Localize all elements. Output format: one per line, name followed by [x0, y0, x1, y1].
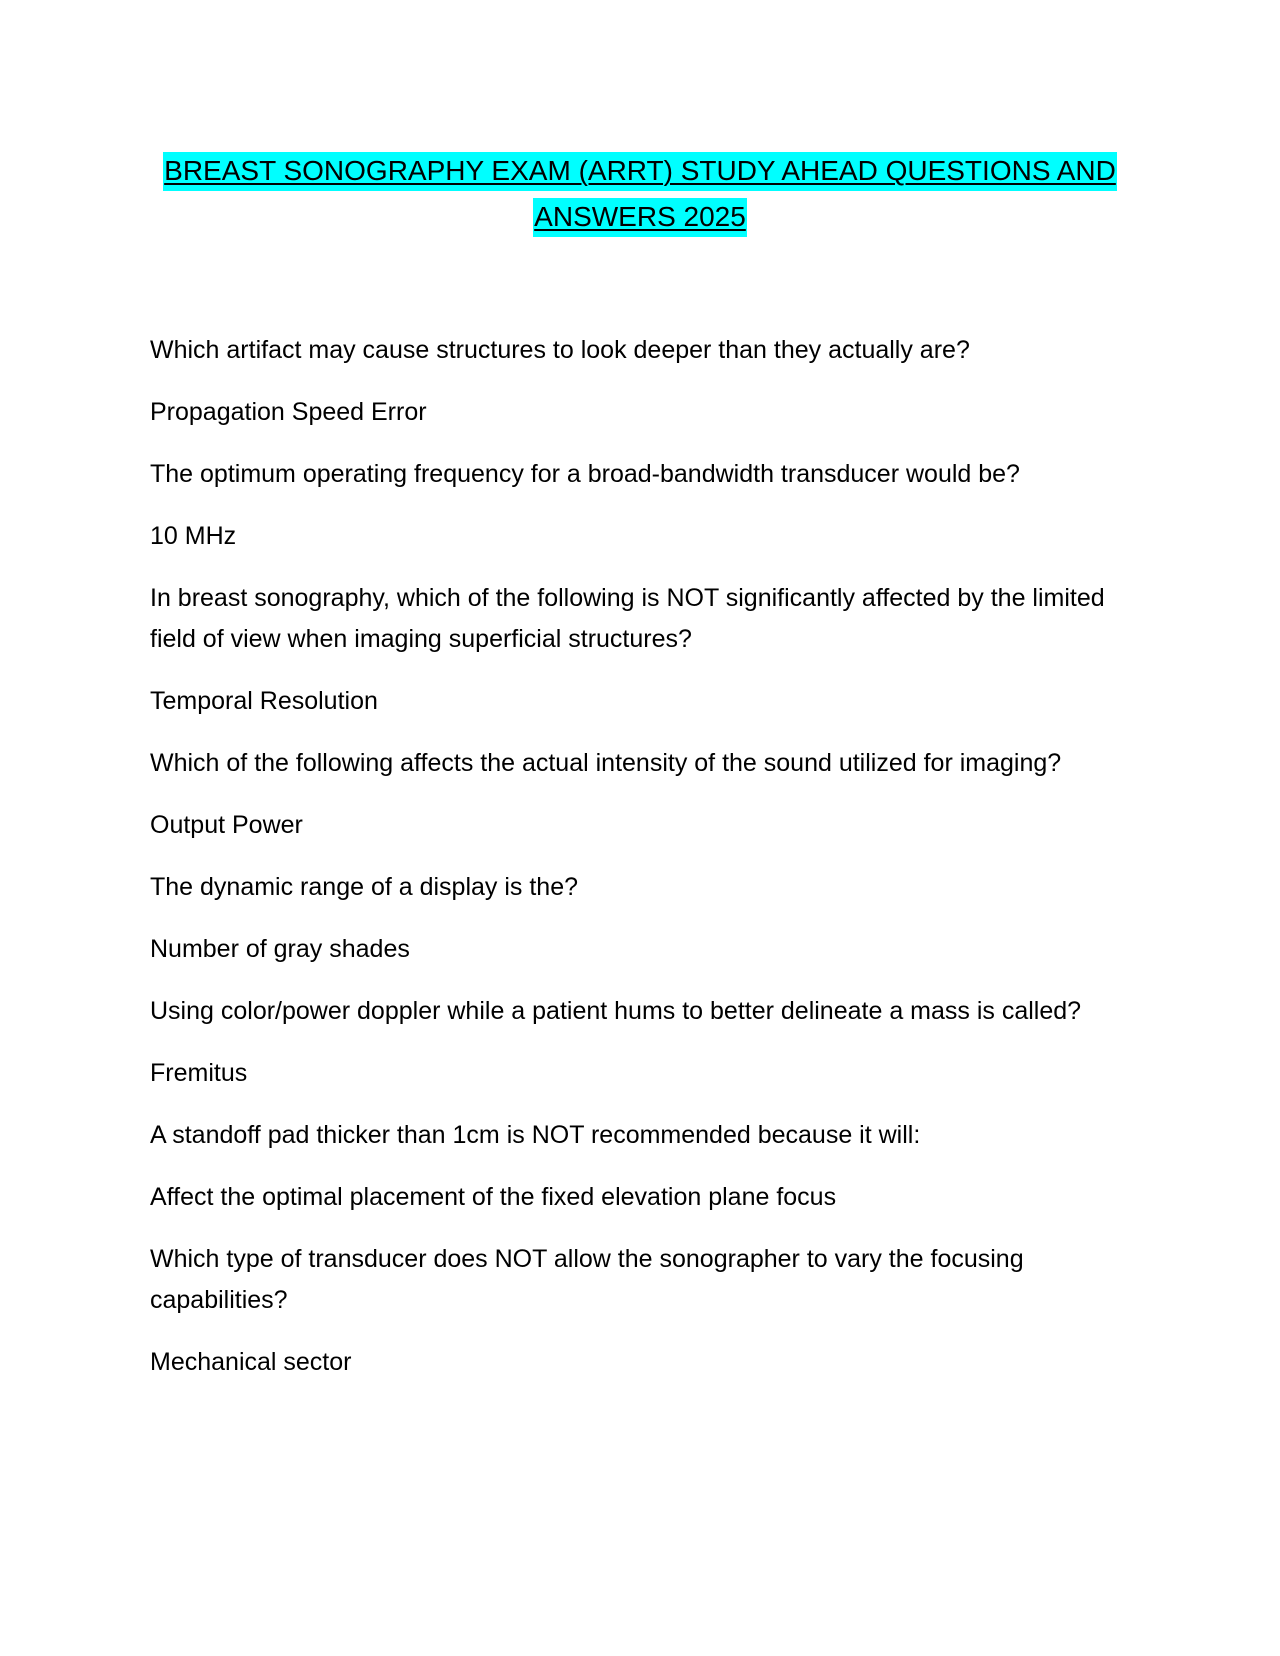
- question-8: Which type of transducer does NOT allow the sonographer to vary the focusing capabilities?: [150, 1245, 1024, 1314]
- question-2: The optimum operating frequency for a broad-bandwidth transducer would be?: [150, 460, 1020, 488]
- question-1: Which artifact may cause structures to look deeper than they actually are?: [150, 336, 970, 364]
- question-5: The dynamic range of a display is the?: [150, 873, 579, 901]
- answer-1: Propagation Speed Error: [150, 398, 427, 426]
- answer-5: Number of gray shades: [150, 935, 410, 963]
- answer-6: Fremitus: [150, 1059, 248, 1087]
- question-3: In breast sonography, which of the following is NOT significantly affected by the limited field of view when imaging superficial structures?: [150, 584, 1105, 653]
- answer-4: Output Power: [150, 811, 303, 839]
- qa-list: [150, 330, 1120, 1404]
- answer-8: Mechanical sector: [150, 1348, 352, 1376]
- title-line-1: BREAST SONOGRAPHY EXAM (ARRT) STUDY AHEAD QUESTIONS AND: [163, 152, 1117, 191]
- question-6: Using color/power doppler while a patient hums to better delineate a mass is called?: [150, 997, 1082, 1025]
- page-title: [150, 148, 1130, 240]
- question-4: Which of the following affects the actual intensity of the sound utilized for imaging?: [150, 749, 1062, 777]
- answer-2: 10 MHz: [150, 522, 237, 550]
- answer-7: Affect the optimal placement of the fixed elevation plane focus: [150, 1183, 837, 1211]
- question-7: A standoff pad thicker than 1cm is NOT recommended because it will:: [150, 1121, 921, 1149]
- title-line-2: ANSWERS 2025: [533, 198, 747, 237]
- answer-3: Temporal Resolution: [150, 687, 378, 715]
